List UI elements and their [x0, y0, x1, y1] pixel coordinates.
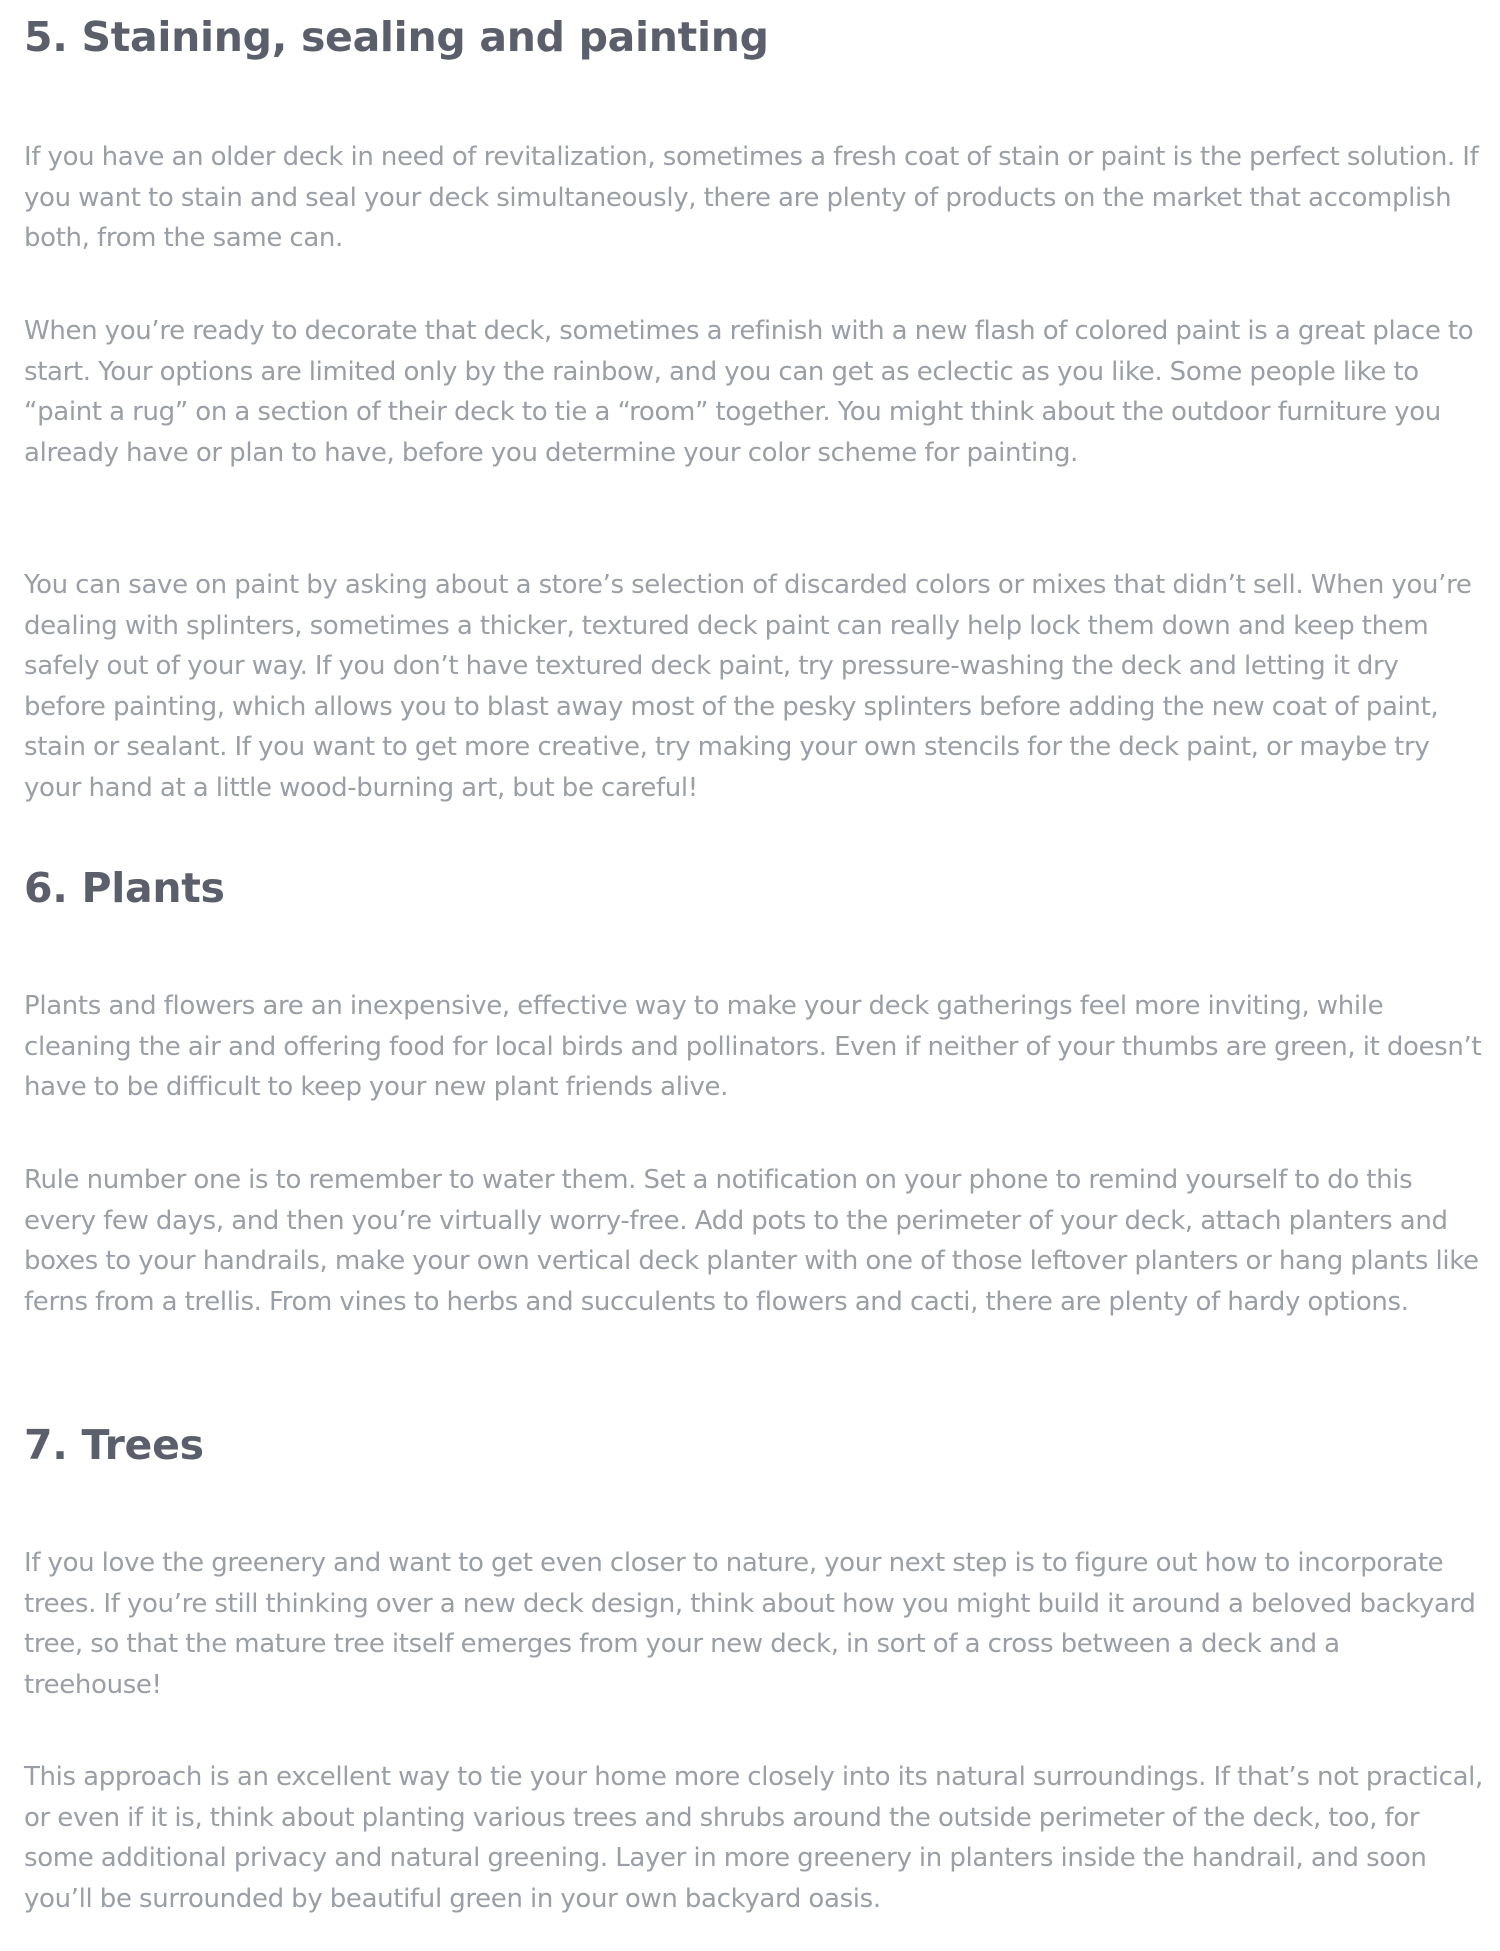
paragraph-plants-1: Plants and flowers are an inexpensive, effective way to make your deck gatherings feel more inviting, while cleaning the air and offering food for local birds and pollinators. Even if neither of your thumbs are green, it doesn’t have to be difficult to keep your new plant friends alive.	[24, 991, 1482, 1102]
section-heading-plants: 6. Plants	[24, 864, 225, 912]
section-heading-trees: 7. Trees	[24, 1421, 204, 1469]
section-heading-staining: 5. Staining, sealing and painting	[24, 13, 769, 61]
paragraph-plants-2: Rule number one is to remember to water them. Set a notification on your phone to remind yourself to do this every few days, and then you’re virtually worry-free. Add pots to the perimeter of your deck, attach planters and boxes to your handrails, make your own vertical deck planter with one of those leftover planters or hang plants like ferns from a trellis. From vines to herbs and succulents to flowers and cacti, there are plenty of hardy options.	[24, 1165, 1479, 1317]
paragraph-trees-1: If you love the greenery and want to get even closer to nature, your next step is to figure out how to incorporate trees. If you’re still thinking over a new deck design, think about how you might build it around a beloved backyard tree, so that the mature tree itself emerges from your new deck, in sort of a cross between a deck and a treehouse!	[24, 1548, 1476, 1700]
paragraph-staining-2: When you’re ready to decorate that deck, sometimes a refinish with a new flash of colored paint is a great place to start. Your options are limited only by the rainbow, and you can get as eclectic as you like. Some people like to “paint a rug” on a section of their deck to tie a “room” together. You might think about the outdoor furniture you already have or plan to have, before you determine your color scheme for painting.	[24, 316, 1474, 468]
paragraph-staining-3: You can save on paint by asking about a store’s selection of discarded colors or mixes that didn’t sell. When you’re dealing with splinters, sometimes a thicker, textured deck paint can really help lock them down and keep them safely out of your way. If you don’t have textured deck paint, try pressure-washing the deck and letting it dry before painting, which allows you to blast away most of the pesky splinters before adding the new coat of paint, stain or sealant. If you want to get more creative, try making your own stencils for the deck paint, or maybe try your hand at a little wood-burning art, but be careful!	[24, 570, 1472, 803]
paragraph-trees-2: This approach is an excellent way to tie your home more closely into its natural surroundings. If that’s not practical, or even if it is, think about planting various trees and shrubs around the outside perimeter of the deck, too, for some additional privacy and natural greening. Layer in more greenery in planters inside the handrail, and soon you’ll be surrounded by beautiful green in your own backyard oasis.	[24, 1762, 1483, 1914]
paragraph-staining-1: If you have an older deck in need of revitalization, sometimes a fresh coat of stain or paint is the perfect solution. If you want to stain and seal your deck simultaneously, there are plenty of products on the market that accomplish both, from the same can.	[24, 142, 1479, 253]
